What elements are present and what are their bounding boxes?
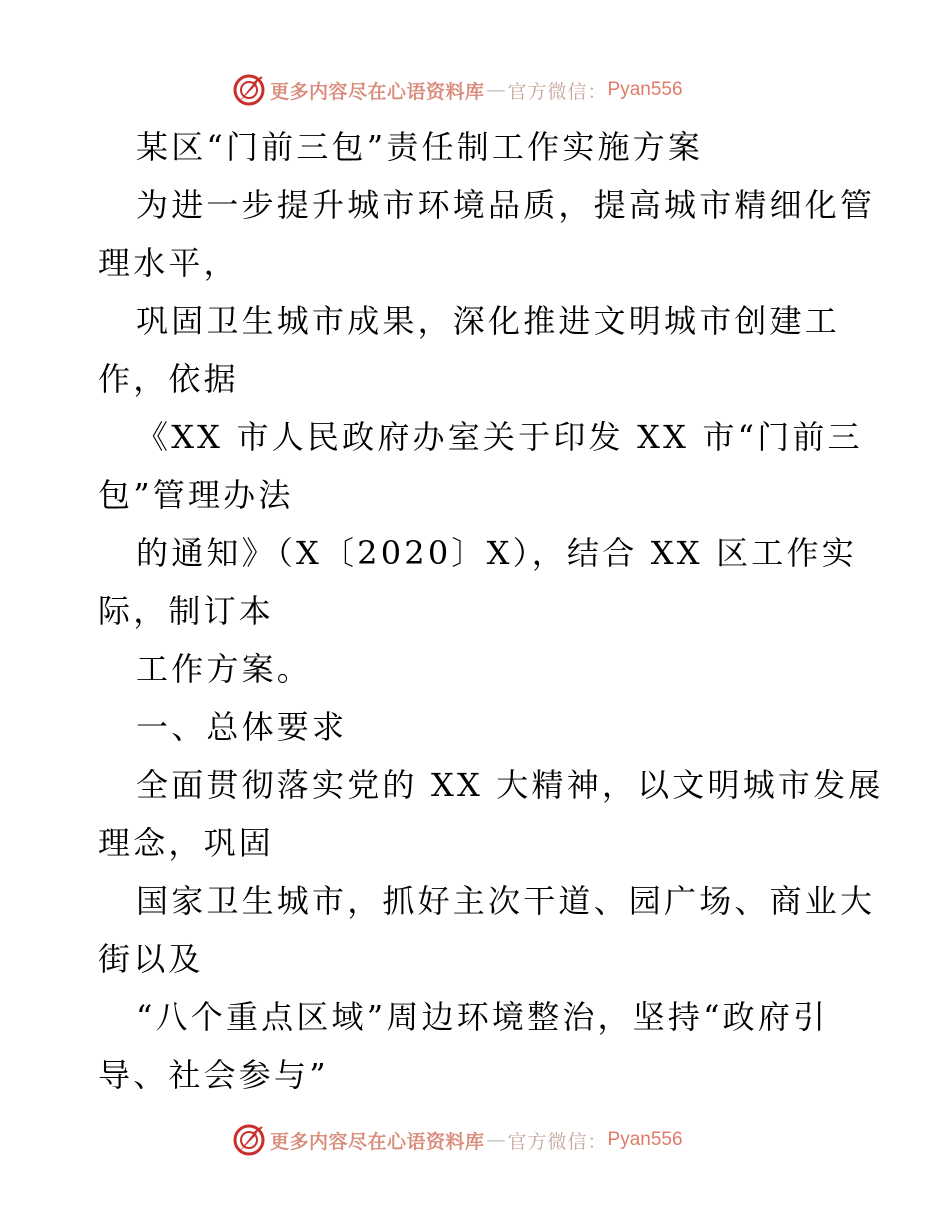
footer-banner — [232, 1122, 683, 1158]
text-line: 巩固卫生城市成果，深化推进文明城市创建工 — [136, 302, 841, 340]
text-line: 为进一步提升城市环境品质，提高城市精细化管 — [136, 186, 876, 224]
text-line: 国家卫生城市，抓好主次干道、园广场、商业大 — [136, 882, 876, 920]
text-line: 包”管理办法 — [98, 476, 294, 514]
quill-seal-icon — [232, 1123, 266, 1157]
banner-official-label: 官方微信： — [507, 1130, 608, 1153]
text-line: 理念，巩固 — [98, 824, 275, 862]
banner-main-text: 更多内容尽在心语资料库 — [270, 80, 485, 103]
banner-official-label: 官方微信： — [507, 80, 608, 103]
banner-wechat-id: Pyan556 — [607, 79, 683, 100]
text-line: 理水平， — [98, 244, 239, 282]
document-body — [98, 118, 884, 1104]
text-line: 街以及 — [98, 940, 204, 978]
header-banner — [232, 72, 683, 108]
section-heading: 一、总体要求 — [136, 708, 348, 746]
text-line: 的通知》（X〔2020〕X），结合 XX 区工作实 — [136, 534, 857, 572]
banner-separator: — — [486, 1129, 506, 1151]
text-line: “八个重点区域”周边环境整治，坚持“政府引 — [136, 998, 829, 1036]
text-line: 全面贯彻落实党的 XX 大精神，以文明城市发展 — [136, 766, 884, 804]
text-line: 作，依据 — [98, 360, 239, 398]
banner-main-text: 更多内容尽在心语资料库 — [270, 1130, 485, 1153]
text-line: 《XX 市人民政府办室关于印发 XX 市“门前三 — [136, 418, 863, 456]
banner-separator: — — [486, 79, 506, 101]
text-line: 际，制订本 — [98, 592, 275, 630]
text-line: 导、社会参与” — [98, 1056, 329, 1094]
quill-seal-icon — [232, 73, 266, 107]
text-line: 工作方案。 — [136, 650, 313, 688]
document-title: 某区“门前三包”责任制工作实施方案 — [136, 128, 704, 166]
banner-wechat-id: Pyan556 — [607, 1129, 683, 1150]
